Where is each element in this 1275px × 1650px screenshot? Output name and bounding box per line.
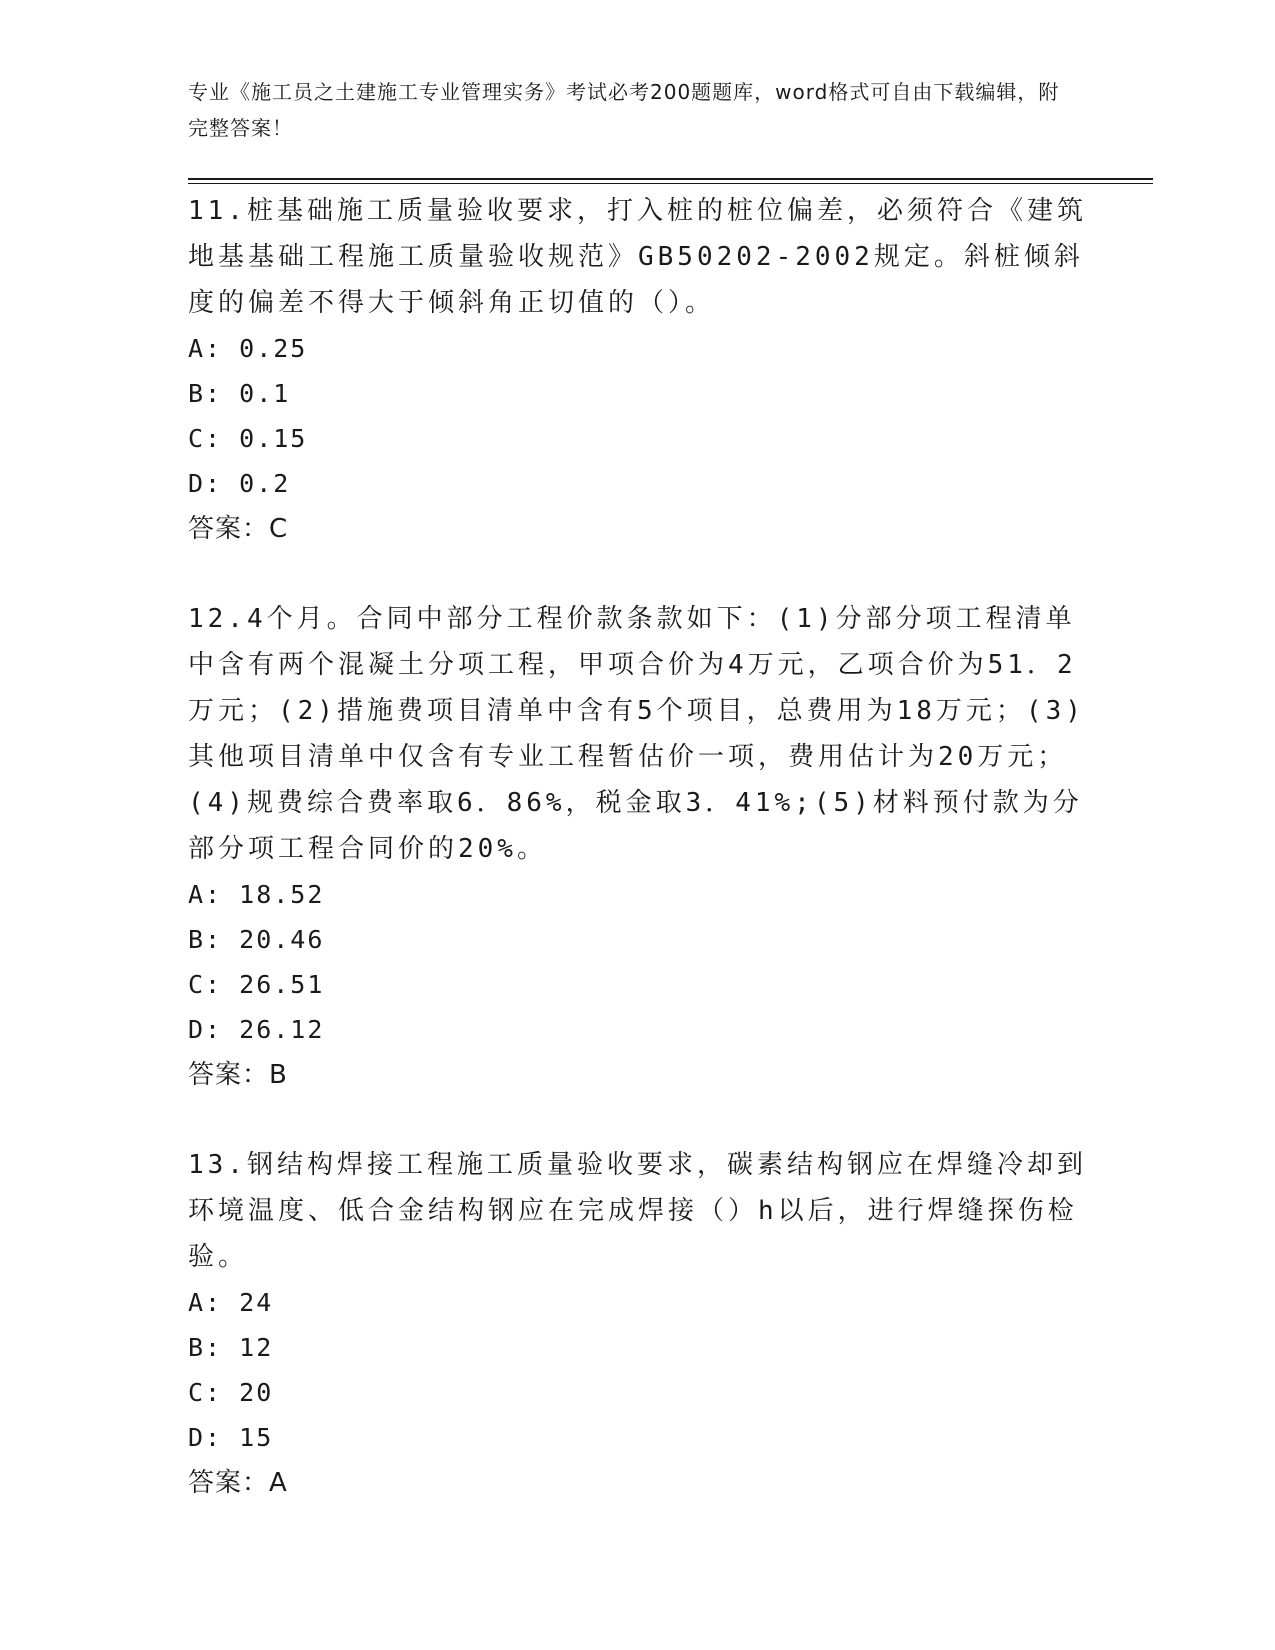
option-b: B: 12 [188,1333,274,1362]
answer: 答案：B [188,1060,288,1090]
question-stem: 13.钢结构焊接工程施工质量验收要求，碳素结构钢应在焊缝冷却到环境温度、低合金结构钢应在完成焊接（）h以后，进行焊缝探伤检验。 [188,1150,1087,1272]
question-stem: 12.4个月。合同中部分工程价款条款如下：(1)分部分项工程清单中含有两个混凝土分项工程，甲项合价为4万元，乙项合价为51．2万元；(2)措施费项目清单中含有5个项目，总费用为18万元；(3)其他项目清单中仅含有专业工程暂估价一项，费用估计为20万元；(4)规费综合费率取6．86%，税金取3．41%;(5)材料预付款为分部分项工程合同价的20%。 [188,604,1085,864]
option-a: A: 0.25 [188,334,308,363]
option-c: C: 20 [188,1378,274,1407]
question-11 [188,188,1088,552]
answer: 答案：A [188,1468,288,1498]
option-b: B: 20.46 [188,925,325,954]
option-c: C: 0.15 [188,424,308,453]
option-d: D: 26.12 [188,1015,325,1044]
option-b: B: 0.1 [188,379,291,408]
header-rule-thick [188,178,1153,180]
question-stem: 11.桩基础施工质量验收要求，打入桩的桩位偏差，必须符合《建筑地基基础工程施工质量验收规范》GB50202-2002规定。斜桩倾斜度的偏差不得大于倾斜角正切值的（）。 [188,196,1087,318]
answer: 答案：C [188,514,289,544]
question-12 [188,596,1088,1098]
question-13 [188,1142,1088,1506]
option-c: C: 26.51 [188,970,325,999]
header-rule-thin [188,183,1153,184]
option-a: A: 18.52 [188,880,325,909]
document-header: 专业《施工员之土建施工专业管理实务》考试必考200题题库，word格式可自由下载编辑，附完整答案！ [188,80,1060,140]
option-d: D: 15 [188,1423,274,1452]
option-a: A: 24 [188,1288,274,1317]
option-d: D: 0.2 [188,469,291,498]
question-list [188,188,1088,1550]
